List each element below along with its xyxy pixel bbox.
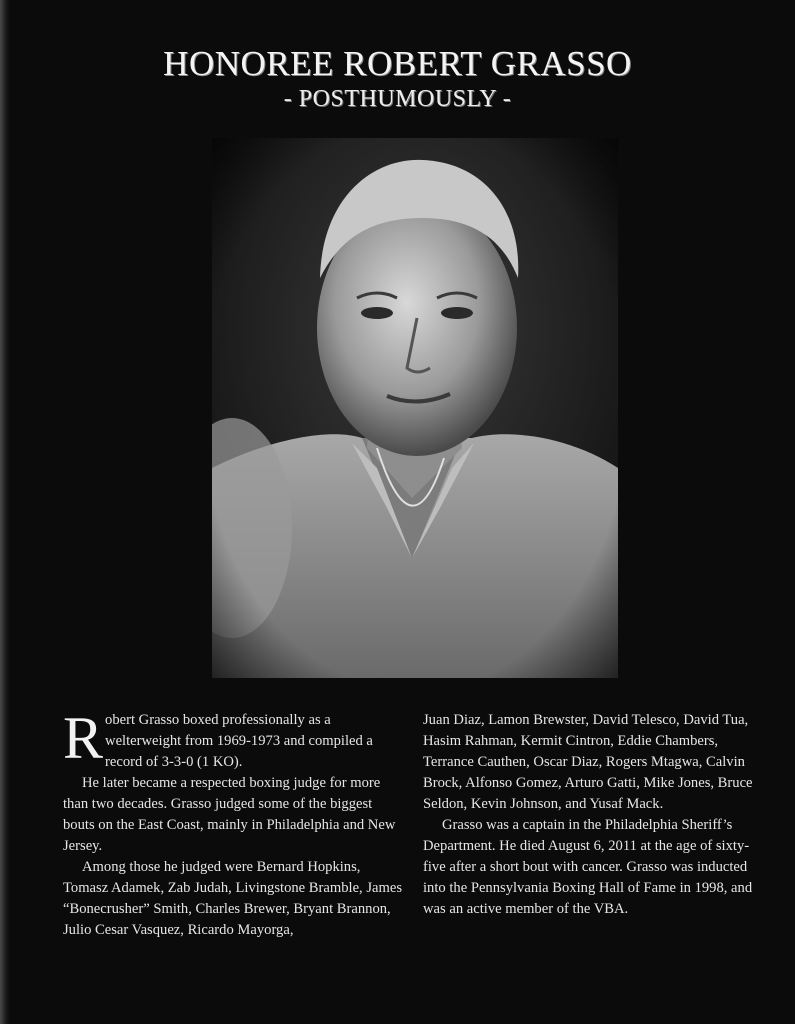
article-paragraph-1 (63, 705, 403, 773)
portrait-photo (212, 138, 618, 678)
article-column-left (63, 705, 403, 941)
article-paragraph-4: Grasso was a captain in the Philadelphia Sheriff’s Department. He died August 6, 2011 at the age of sixty-five after a short bout with cancer. Grasso was inducted into the Pennsylvania Boxing Hall of Fame in 1998, and was an active member of the VBA. (423, 817, 753, 917)
page-spine-edge (0, 0, 10, 1024)
drop-cap: R (63, 705, 104, 771)
article-paragraph-3: Among those he judged were Bernard Hopkins, Tomasz Adamek, Zab Judah, Livingstone Bramble, James “Bonecrusher” Smith, Charles Brewer, Bryant Brannon, Julio Cesar Vasquez, Ricardo Mayorga, (63, 859, 403, 938)
article-paragraph-2: He later became a respected boxing judge for more than two decades. Grasso judged some of the biggest bouts on the East Coast, mainly in Philadelphia and New Jersey. (63, 775, 396, 854)
article-paragraph-1-text: obert Grasso boxed professionally as a welterweight from 1969-1973 and compiled a record of 3-3-0 (1 KO). (105, 712, 373, 770)
article-column-right (423, 710, 763, 920)
page-subtitle: - POSTHUMOUSLY - (283, 86, 512, 112)
article-paragraph-3-continued: Juan Diaz, Lamon Brewster, David Telesco, David Tua, Hasim Rahman, Kermit Cintron, Eddie Chambers, Terrance Cauthen, Oscar Diaz, Rogers Mtagwa, Calvin Brock, Alfonso Gomez, Arturo Gatti, Mike Jones, Bruce Seldon, Kevin Johnson, and Yusaf Mack. (423, 712, 753, 812)
page-title: HONOREE ROBERT GRASSO (163, 44, 632, 83)
